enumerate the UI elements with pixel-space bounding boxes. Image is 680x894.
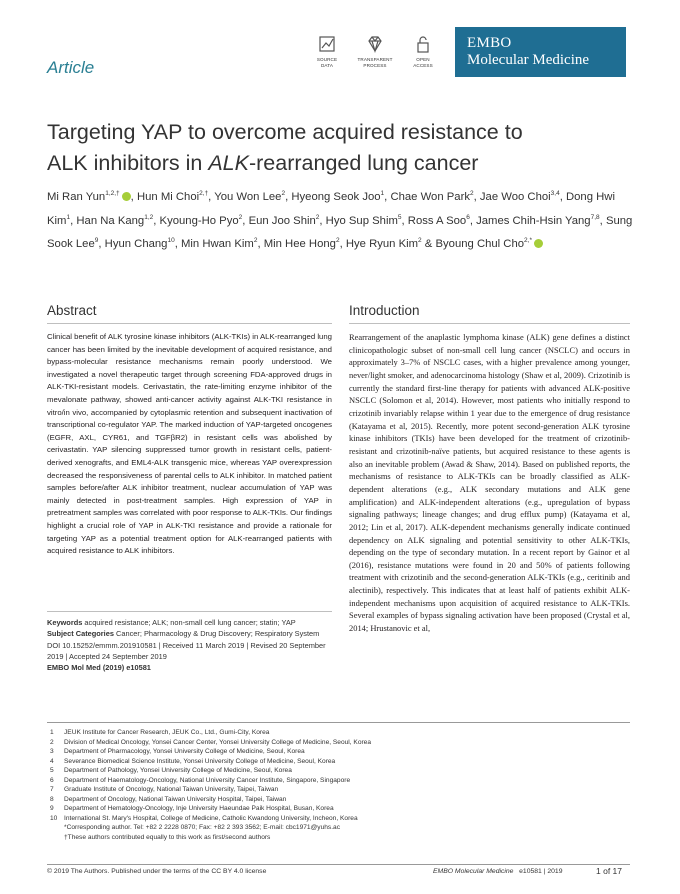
- journal-logo[interactable]: [455, 27, 626, 77]
- affiliation-text: Department of Hematology-Oncology, Inje University Haeundae Paik Hospital, Busan, Korea: [64, 805, 334, 813]
- footer-license[interactable]: © 2019 The Authors. Published under the terms of the CC BY 4.0 license: [47, 868, 267, 875]
- affiliation-row: [50, 766, 610, 776]
- affiliation-text: Division of Medical Oncology, Yonsei Cancer Center, Yonsei University College of Medicine, Seoul, Korea: [64, 738, 372, 746]
- author-name: You Won Lee: [214, 191, 282, 203]
- author-name: Min Hee Hong: [263, 238, 336, 251]
- subject-line: [47, 628, 332, 639]
- keywords-label: Keywords: [47, 618, 83, 627]
- abstract-divider: [47, 323, 332, 324]
- corresponding-author-note: *Corresponding author. Tel: +82 2 2228 0870; Fax: +82 2 393 3562; E-mail: cbc1971@yuhs.ac: [64, 824, 340, 832]
- affiliation-text: Graduate Institute of Oncology, National Taiwan University, Taipei, Taiwan: [64, 786, 279, 794]
- author-affiliation-sup: 1,2: [144, 213, 154, 221]
- source-data-icon: [303, 34, 351, 54]
- author-name: Sung Sook Lee: [47, 214, 633, 251]
- author-name: Chae Won Park: [390, 191, 470, 203]
- author-name: Byoung Chul Cho: [435, 238, 525, 251]
- affiliation-row: [50, 776, 610, 786]
- footer-journal-name: EMBO Molecular Medicine: [433, 868, 514, 875]
- author-name: Min Hwan Kim: [180, 238, 254, 251]
- badge-line2: PROCESS: [363, 62, 387, 68]
- affiliation-text: Department of Haematology-Oncology, National University Cancer Institute, Singapore, Singapore: [64, 776, 351, 784]
- author-affiliation-sup: 10: [167, 237, 175, 245]
- author-affiliation-sup: 1: [380, 190, 385, 197]
- author-name: Jae Woo Choi: [479, 191, 551, 203]
- affiliation-text: Severance Biomedical Science Institute, Yonsei University College of Medicine, Seoul, Korea: [64, 757, 336, 765]
- author-name: Hyo Sup Shim: [325, 214, 398, 227]
- author-affiliation-sup: 2: [335, 237, 340, 245]
- affiliation-row: [50, 747, 610, 757]
- author-name: Hye Ryun Kim: [345, 238, 419, 251]
- open-access-icon: [399, 34, 447, 54]
- affiliation-number: 3: [50, 748, 54, 756]
- title-line1: Targeting YAP to overcome acquired resistance to: [47, 120, 523, 144]
- transparent-process-badge[interactable]: [351, 34, 399, 68]
- author-affiliation-sup: 1: [66, 213, 71, 221]
- subject-value: Cancer; Pharmacology & Drug Discovery; Respiratory System: [116, 629, 320, 639]
- author-affiliation-sup: 2: [418, 237, 422, 245]
- footer-divider: [47, 864, 630, 865]
- title-line2-start: ALK inhibitors in: [47, 151, 209, 175]
- author-affiliation-sup: 2,†: [199, 190, 209, 197]
- open-access-badge[interactable]: [399, 34, 447, 68]
- affiliations-divider: [47, 722, 630, 723]
- equal-contribution-note: †These authors contributed equally to this work as first/second authors: [64, 834, 271, 842]
- author-name: Hyeong Seok Joo: [291, 191, 381, 203]
- introduction-body: Rearrangement of the anaplastic lymphoma kinase (ALK) gene defines a distinct clinicopathologic subset of non-small cell lung cancer (NSCLC) and occurs in approximately 3–7% of NSCLC cases, with a higher prevalence among younger, never/light smoker, and adenocarcinoma histology (Shaw et al, 2009). Crizotinib is currently the standard first-line therapy for patients with advanced ALK-positive NSCLC (Solomon et al, 2014). However, most patients who initially respond to crizotinib invariably relapse within 1 year due to the emergence of drug resistance (Katayama et al, 2015). Recently, more potent second-generation ALK tyrosine kinase inhibitors (TKIs) have been developed for the treatment of crizotinib-resistant and crizotinib-naïve patients, but acquired resistance to these agents is also an inevitable problem (Awad & Shaw, 2014). Based on published reports, the mechanisms of resistance to ALK-TKIs can be broadly classified as ALK-dependent alterations (e.g., ALK secondary mutations and ALK gene amplification) and ALK-independent alterations (e.g., upregulation of bypass signaling pathways; lineage changes; and drug efflux pump) (Katayama et al, 2012; Lin et al, 2017). ALK-dependent mechanisms generally indicate continued dependency on ALK signaling and potential sensitivity to other ALK-TKIs, depending on the type of secondary mutation. In a recent report by Gainor et al (2016), resistance mutations were found in 20 and 50% of patients following treatment with crizotinib and the second-generation ALK-TKIs (e.g., ceritinib and alectinib), respectively. This indicates that at least half of patients exhibit ALK-independent mechanisms upon acquisition of acquired resistance to ALK-TKIs. Several examples of bypass signaling activation have been proposed (Crystal et al, 2014; Hrustanovic et al,: [349, 332, 630, 634]
- author-name: Hun Mi Choi: [136, 191, 200, 203]
- subject-label: Subject Categories: [47, 629, 114, 639]
- abstract-heading: Abstract: [47, 303, 97, 318]
- author-name: Hyun Chang: [104, 238, 168, 251]
- source-data-badge[interactable]: [303, 34, 351, 68]
- affiliation-number: 8: [50, 795, 54, 803]
- affiliation-text: Department of Oncology, National Taiwan University Hospital, Taipei, Taiwan: [64, 795, 287, 803]
- affiliation-number: 7: [50, 786, 54, 794]
- affiliation-row: [50, 757, 610, 767]
- article-type-label: Article: [47, 58, 95, 77]
- affiliation-number: 10: [50, 814, 58, 822]
- affiliation-number: 9: [50, 805, 54, 813]
- article-metadata: [47, 617, 332, 673]
- badge-line2: DATA: [321, 62, 333, 68]
- affiliation-number: 6: [50, 776, 54, 784]
- affiliation-row: [50, 795, 610, 805]
- journal-reference: EMBO Mol Med (2019) e10581: [47, 663, 151, 673]
- affiliation-number: 2: [50, 738, 54, 746]
- badge-line1: SOURCE: [316, 57, 338, 62]
- affiliation-row: [50, 814, 610, 824]
- author-affiliation-sup: 3,4: [550, 190, 560, 197]
- author-affiliation-sup: 2,*: [524, 237, 532, 245]
- affiliation-row: [50, 728, 610, 738]
- keywords-line: [47, 617, 332, 628]
- affiliation-number: 5: [50, 767, 54, 775]
- author-name: Mi Ran Yun: [47, 191, 106, 203]
- affiliation-text: Department of Pharmacology, Yonsei University College of Medicine, Seoul, Korea: [64, 748, 305, 756]
- keywords-value: acquired resistance; ALK; non-small cell lung cancer; statin; YAP: [84, 618, 296, 627]
- title-italic-gene: ALK: [208, 151, 249, 175]
- footer-article-id: e10581 | 2019: [519, 868, 563, 875]
- badge-line1: TRANSPARENT: [357, 57, 393, 62]
- author-name: Eun Joo Shin: [248, 214, 316, 227]
- badge-line1: OPEN: [416, 57, 430, 62]
- introduction-heading: Introduction: [349, 303, 420, 318]
- author-name: Han Na Kang: [76, 214, 145, 227]
- author-affiliation-sup: 2: [253, 237, 258, 245]
- keywords-divider: [47, 611, 332, 612]
- author-affiliation-sup: 9: [94, 237, 99, 245]
- affiliation-text: JEUK Institute for Cancer Research, JEUK Co., Ltd., Gumi-City, Korea: [64, 729, 270, 736]
- affiliation-row: [50, 804, 610, 814]
- affiliation-number: 4: [50, 757, 54, 765]
- badges-row: [303, 34, 447, 68]
- author-affiliation-sup: 5: [397, 213, 402, 221]
- affiliation-text: International St. Mary's Hospital, College of Medicine, Catholic Kwandong University, Incheon, Korea: [64, 814, 358, 822]
- footer-page-number: 1 of 17: [596, 866, 622, 876]
- affiliation-row: [50, 785, 610, 795]
- author-affiliation-sup: 2: [315, 213, 320, 221]
- author-affiliation-sup: 6: [466, 213, 470, 221]
- affiliation-row: [50, 738, 610, 748]
- author-affiliation-sup: 2: [281, 190, 286, 197]
- journal-logo-line1: EMBO: [467, 35, 512, 51]
- author-name: Kyoung-Ho Pyo: [159, 214, 239, 227]
- author-name: James Chih-Hsin Yang: [476, 214, 591, 227]
- author-affiliation-sup: 7,8: [590, 213, 600, 221]
- affiliations-list: [50, 728, 610, 843]
- title-line2-end: -rearranged lung cancer: [248, 151, 479, 175]
- footer-journal: [433, 868, 562, 875]
- author-name: Dong Hwi Kim: [47, 191, 615, 227]
- abstract-body: Clinical benefit of ALK tyrosine kinase inhibitors (ALK-TKIs) in ALK-rearranged lung cancer has been limited by the inevitable development of acquired resistance, and bypass-molecular resistance mechanisms remain poorly understood. We investigated a novel therapeutic target through screening FDA-approved drugs in ALK-TKI-resistant models. Cerivastatin, the rate-limiting enzyme inhibitor of the mevalonate pathway, showed anti-cancer activity against ALK-TKI resistance in vitro/in vivo, accompanied by cytoplasmic retention and subsequent inactivation of transcriptional co-regulator YAP. The marked induction of YAP-targeted oncogenes (EGFR, AXL, CYR61, and TGFβR2) in resistant cells was abolished by cerivastatin. YAP silencing suppressed tumor growth in resistant cells, patient-derived xenografts, and EML4-ALK transgenic mice, whereas YAP overexpression decreased the responsiveness of parental cells to ALK inhibitor. In matched patient samples before/after ALK inhibitor treatment, nuclear accumulation of YAP was mainly detected in post-treatment samples. High expression of YAP in pretreatment samples was correlated with poor response to ALK-TKIs. Our findings highlight a crucial role of YAP in ALK-TKI resistance and provide a rationale for targeting YAP as a potential treatment option for ALK-rearranged patients with acquired resistance to ALK inhibitors.: [47, 332, 332, 556]
- journal-logo-line2: Molecular Medicine: [467, 52, 590, 68]
- badge-line2: ACCESS: [413, 62, 433, 68]
- author-name: Ross A Soo: [407, 214, 467, 227]
- affiliation-text: Department of Pathology, Yonsei University College of Medicine, Seoul, Korea: [64, 767, 292, 775]
- author-list: Mi Ran Yun$^{1,2,\dagger}$ , Hun Mi Choi$^{2,\dagger}$, You Won Lee$^2$, Hyeong Seok Joo$^1$, Chae Won Park$^2$, Jae Woo Choi$^{3,4}$, Dong Hwi Kim$^1$, Han Na Kang$^{1,2}$, Kyoung-Ho Pyo$^2$, Eun Joo Shin$^2$, Hyo Sup Shim$^5$, Ross A Soo$^6$, James Chih-Hsin Yang$^{7,8}$, Sung Sook Lee$^9$, Hyun Chang$^{10}$, Min Hwan Kim$^2$, Min Hee Hong$^2$, Hye Ryun Kim$^2$ & Byoung Chul Cho$^{2,*}$: [47, 190, 633, 251]
- affiliation-number: 1: [50, 729, 54, 736]
- orcid-icon[interactable]: [534, 239, 543, 248]
- orcid-icon[interactable]: [122, 192, 131, 201]
- author-affiliation-sup: 1,2,†: [105, 190, 120, 197]
- article-title: [47, 117, 627, 179]
- author-affiliation-sup: 2: [470, 190, 474, 197]
- author-affiliation-sup: 2: [238, 213, 243, 221]
- doi-line[interactable]: DOI 10.15252/emmm.201910581 | Received 11 March 2019 | Revised 20 September 2019 | Accepted 24 September 2019: [47, 640, 326, 661]
- transparent-process-icon: [351, 34, 399, 54]
- introduction-divider: [349, 323, 630, 324]
